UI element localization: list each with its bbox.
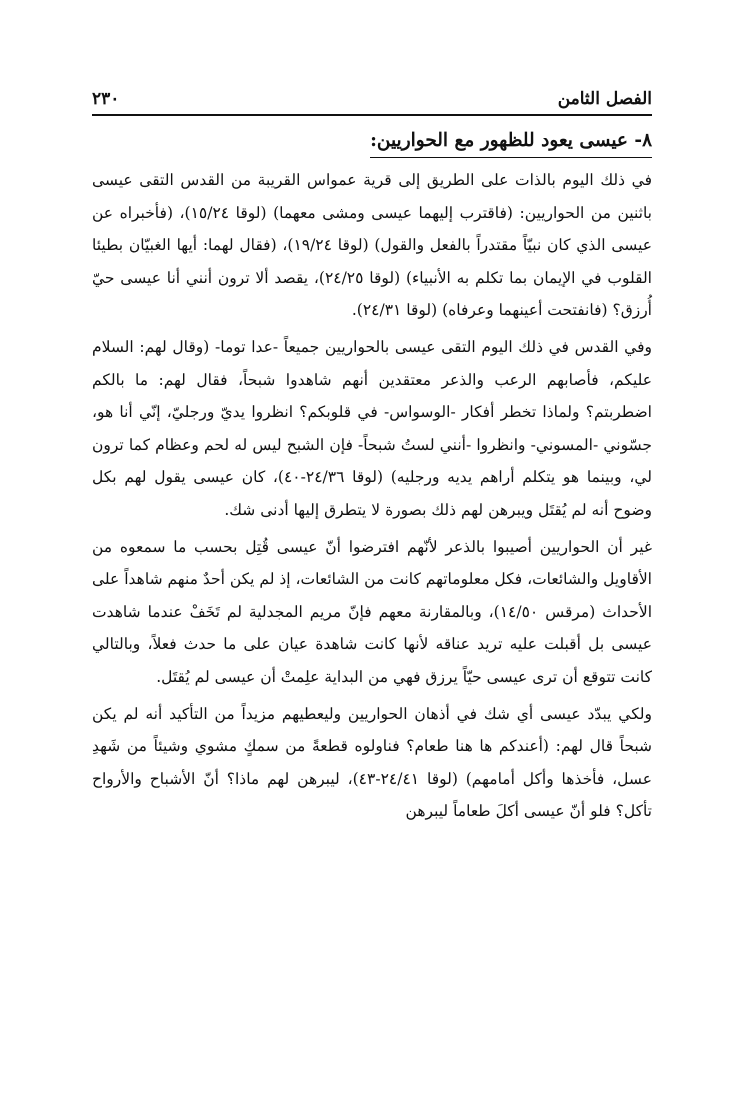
paragraph-rumors: غير أن الحواريين أصيبوا بالذعر لأنّهم افترضوا أنّ عيسى قُتِل بحسب ما سمعوه من الأقاويل والشائعات، فكل معلوماتهم كانت من الشائعات، إذ لم يكن أحدٌ منهم شاهداً على الأحداث (مرقس ١٤/٥٠)، وبالمقارنة معهم فإنّ مريم المجدلية لم تَخَفْ عندما شاهدت عيسى بل أقبلت عليه تريد عناقه لأنها كانت شاهدة عيان على ما حدث فعلاً، وبالتالي كانت تتوقع أن ترى عيسى حيّاً يرزق فهي من البداية علِمتْ أن عيسى لم يُقتَل.: [92, 537, 652, 686]
page-body: [92, 126, 652, 832]
paragraph-emmaus: في ذلك اليوم بالذات على الطريق إلى قرية عمواس القريبة من القدس التقى عيسى باثنين من الحواريين: (فاقترب إليهما عيسى ومشى معهما) (لوقا ١٥/٢٤)، (فأخبراه عن عيسى الذي كان نبيّاً مقتدراً بالفعل والقول) (لوقا ١٩/٢٤)، (فقال لهما: أيها الغبيّان بطيئا القلوب في الإيمان بما تكلم به الأنبياء) (لوقا ٢٤/٢٥)، يقصد ألا ترون أنني أنا عيسى حيّ أُرزق؟ (فانفتحت أعينهما وعرفاه) (لوقا ٢٤/٣١).: [92, 171, 653, 320]
paragraph-food: ولكي يبدّد عيسى أي شك في أذهان الحواريين وليعطيهم مزيداً من التأكيد أنه لم يكن شبحاً قال لهم: (أعندكم ها هنا طعام؟ فناولوه قطعةً من سمكٍ مشوي وشيئاً من شَهدِ عسل، فأخذها وأكل أمامهم) (لوقا ٢٤/٤١-٤٣)، ليبرهن لهم ماذا؟ أنّ الأشباح والأرواح تأكل؟ فلو أنّ عيسى أكلَ طعاماً ليبرهن: [92, 704, 652, 821]
chapter-title: الفصل الثامن: [557, 89, 652, 109]
running-header: [92, 84, 652, 116]
page-number: ٢٣٠: [92, 89, 120, 109]
section-heading: ٨- عيسى يعود للظهور مع الحواريين:: [370, 126, 652, 158]
paragraph-jerusalem: وفي القدس في ذلك اليوم التقى عيسى بالحواريين جميعاً -عدا توما- (وقال لهم: السلام عليكم، فأصابهم الرعب والذعر معتقدين أنهم شاهدوا شبحاً، فقال لهم: ما بالكم اضطربتم؟ ولماذا تخطر أفكار -الوسواس- في قلوبكم؟ انظروا يديّ ورجليّ، إنّي أنا هو، جسّوني -المسوني- وانظروا -أنني لستُ شبحاً- فإن الشبح ليس له لحم وعظام كما ترون لي، وبينما هو يتكلم أراهم يديه ورجليه) (لوقا ٢٤/٣٦-٤٠)، كان عيسى يقول لهم بكل وضوح أنه لم يُقتَل ويبرهن لهم ذلك بصورة لا يتطرق إليها أدنى شك.: [92, 337, 653, 519]
